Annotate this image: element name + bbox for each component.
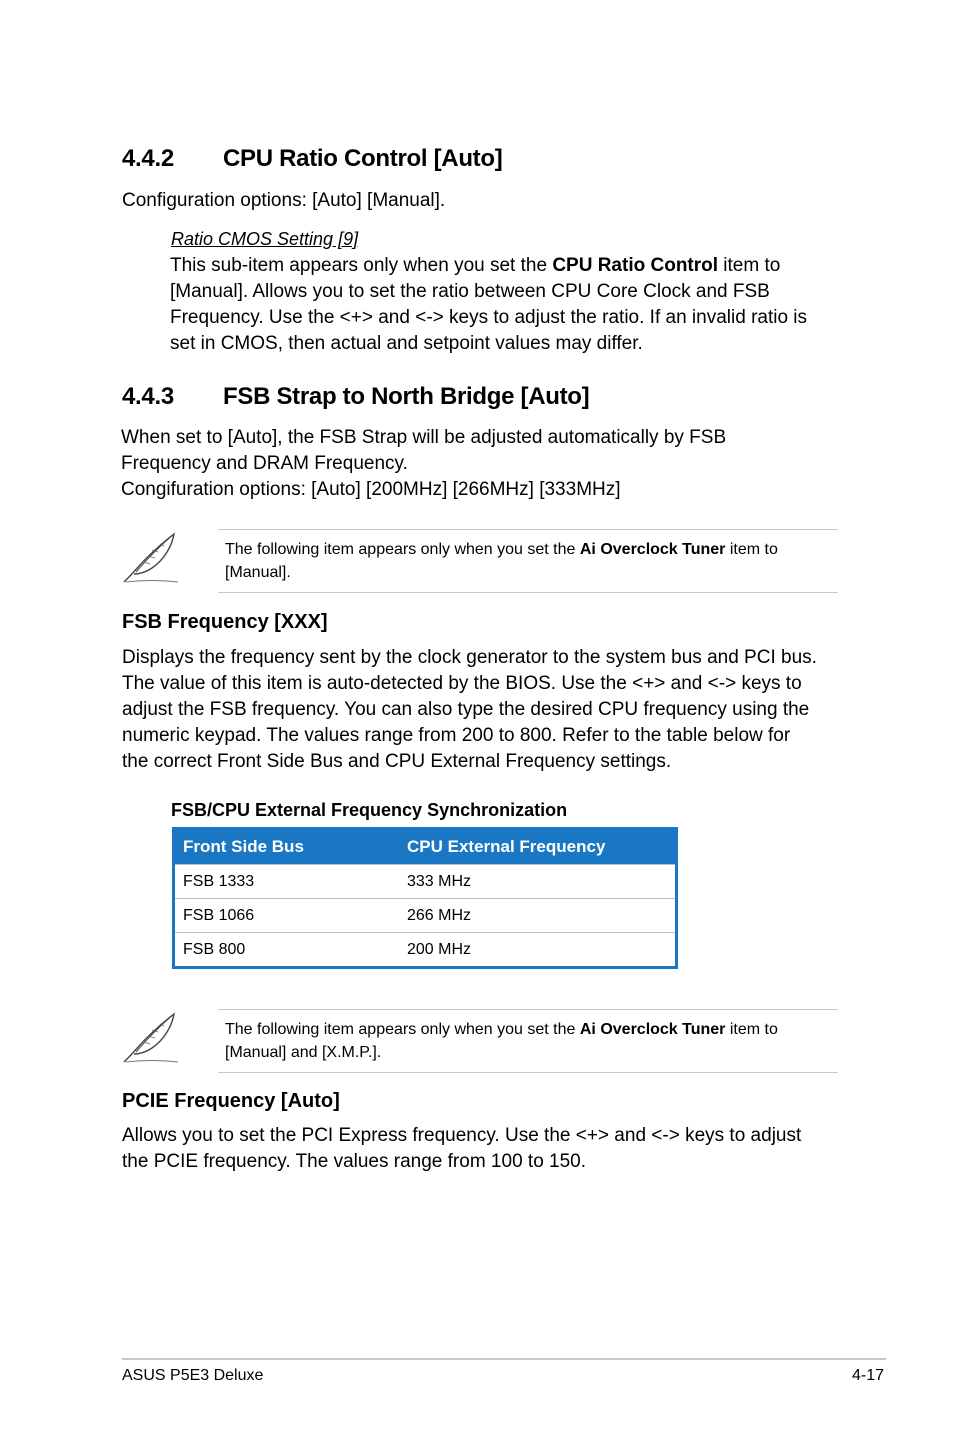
ratio-paragraph <box>170 253 807 357</box>
table-row <box>174 865 677 899</box>
note-feather-icon <box>122 530 180 586</box>
table-header-front-side-bus: Front Side Bus <box>174 829 400 865</box>
table-cell: 266 MHz <box>399 899 677 933</box>
ratio-paragraph-line2: [Manual]. Allows you to set the ratio between CPU Core Clock and FSB <box>170 281 770 302</box>
section-4-4-3-heading <box>122 383 822 413</box>
footer-page-number: 4-17 <box>852 1367 885 1384</box>
section-title: FSB Strap to North Bridge [Auto] <box>223 383 590 410</box>
ai-overclock-tuner-bold: Ai Overclock Tuner <box>579 541 726 558</box>
section-4-4-2-heading <box>122 145 822 175</box>
table-row <box>174 933 677 968</box>
table-cell: FSB 1333 <box>174 865 400 899</box>
note-bottom-divider <box>218 592 838 593</box>
note-feather-icon <box>122 1010 180 1066</box>
table-header-row <box>174 829 677 865</box>
table-cell: 200 MHz <box>399 933 677 968</box>
fsb-strap-line1: When set to [Auto], the FSB Strap will be adjusted automatically by FSB <box>121 427 727 448</box>
ratio-paragraph-line1: This sub-item appears only when you set the CPU Ratio Control item to <box>170 255 781 276</box>
note-top-divider <box>218 1009 838 1010</box>
footer-product-name: ASUS P5E3 Deluxe <box>122 1367 264 1384</box>
fsb-frequency-heading: FSB Frequency [XXX] <box>122 611 328 633</box>
table-cell: FSB 800 <box>174 933 400 968</box>
note-2-text: The following item appears only when you set the Ai Overclock Tuner item to [Manual] and [X.M.P.]. <box>225 1021 778 1061</box>
section-title: CPU Ratio Control [Auto] <box>223 145 503 172</box>
footer-divider <box>122 1358 886 1360</box>
ratio-paragraph-line3: Frequency. Use the <+> and <-> keys to adjust the ratio. If an invalid ratio is <box>170 307 808 328</box>
table-cell: 333 MHz <box>399 865 677 899</box>
note-1-text: The following item appears only when you set the Ai Overclock Tuner item to [Manual]. <box>225 541 778 581</box>
table-caption: FSB/CPU External Frequency Synchronization <box>171 800 568 820</box>
fsb-strap-config: Congifuration options: [Auto] [200MHz] [266MHz] [333MHz] <box>121 479 621 500</box>
fsb-cpu-frequency-table <box>172 827 678 969</box>
ratio-paragraph-line4: set in CMOS, then actual and setpoint values may differ. <box>170 333 643 354</box>
pcie-frequency-paragraph: Allows you to set the PCI Express frequency. Use the <+> and <-> keys to adjust the PCIE frequency. The values range from 100 to 150. <box>122 1125 802 1172</box>
ratio-cmos-setting-title: Ratio CMOS Setting [9] <box>171 229 359 249</box>
fsb-strap-line2: Frequency and DRAM Frequency. <box>121 453 408 474</box>
cpu-ratio-control-bold: CPU Ratio Control <box>552 255 719 276</box>
fsb-frequency-paragraph: Displays the frequency sent by the clock generator to the system bus and PCI bus. The value of this item is auto-detected by the BIOS. Use the <+> and <-> keys to adjust the FSB frequency. You can also type the desired CPU frequency using the numeric keypad. The values range from 200 to 800. Refer to the table below for the correct Front Side Bus and CPU External Frequency settings. <box>122 647 817 772</box>
pcie-frequency-heading: PCIE Frequency [Auto] <box>122 1090 340 1112</box>
table-row <box>174 899 677 933</box>
config-options-text: Configuration options: [Auto] [Manual]. <box>122 190 446 211</box>
section-number: 4.4.2 <box>122 145 174 172</box>
section-number: 4.4.3 <box>122 383 174 410</box>
table-cell: FSB 1066 <box>174 899 400 933</box>
note-top-divider <box>218 529 838 530</box>
table-header-cpu-external-frequency: CPU External Frequency <box>399 829 677 865</box>
note-bottom-divider <box>218 1072 838 1073</box>
ai-overclock-tuner-bold: Ai Overclock Tuner <box>579 1021 726 1038</box>
fsb-strap-paragraph <box>121 425 726 503</box>
